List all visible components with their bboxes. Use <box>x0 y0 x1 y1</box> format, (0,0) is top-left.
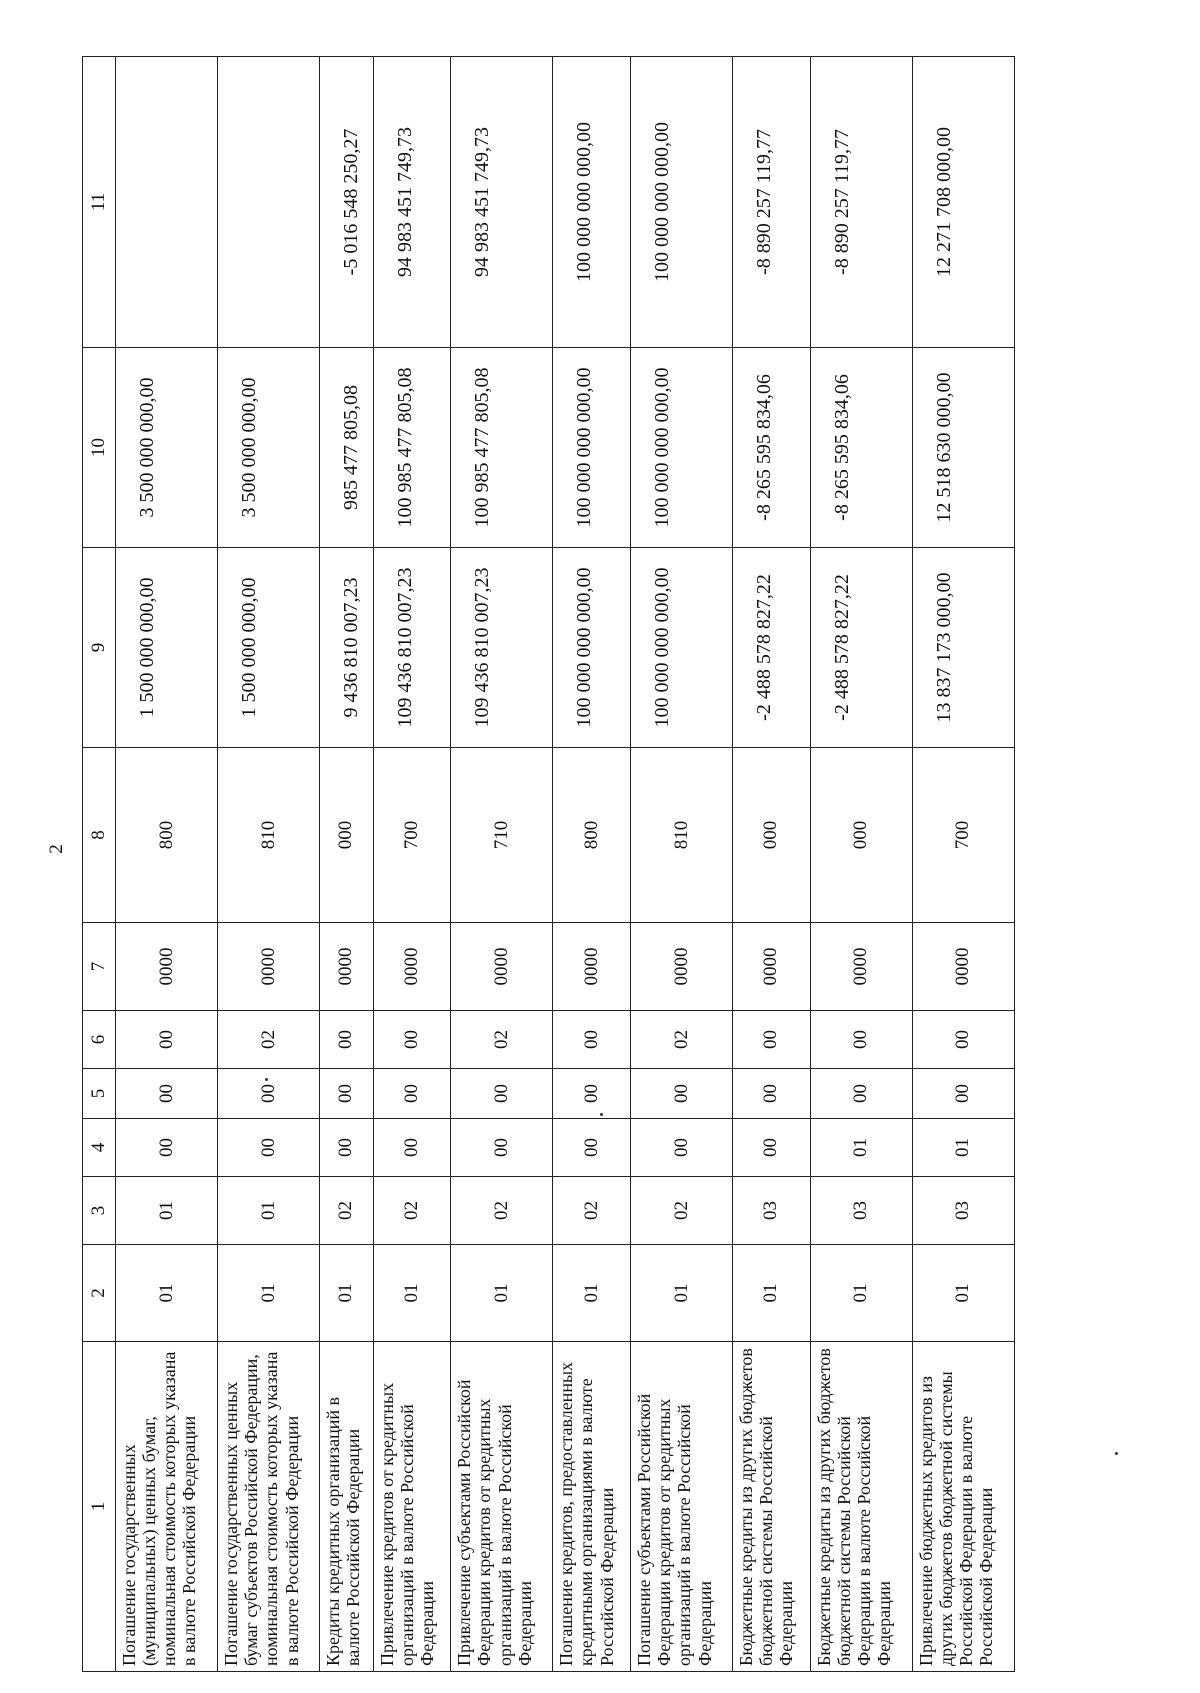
code-cell: 00 <box>320 1069 373 1119</box>
code-cell: 01 <box>912 1119 1014 1177</box>
column-header: 5 <box>83 1069 116 1119</box>
code-cell: 01 <box>912 1245 1014 1342</box>
amount-cell: 100 000 000 000,00 <box>631 548 733 748</box>
code-cell: 02 <box>631 1177 733 1245</box>
code-cell: 700 <box>373 748 451 923</box>
code-cell: 01 <box>218 1245 320 1342</box>
amount-cell: 109 436 810 007,23 <box>451 548 553 748</box>
header-row <box>83 57 116 1672</box>
code-cell: 0000 <box>553 923 631 1011</box>
amount-cell: -8 265 595 834,06 <box>733 348 811 548</box>
table-row <box>810 57 912 1672</box>
amount-cell: 100 000 000 000,00 <box>553 57 631 348</box>
code-cell: 00 <box>116 1011 218 1069</box>
code-cell: 01 <box>810 1245 912 1342</box>
code-cell: 01 <box>553 1245 631 1342</box>
table-row <box>116 57 218 1672</box>
row-name: Привлечение кредитов от кредитных организаций в валюте Российской Федерации <box>373 1342 451 1672</box>
code-cell: 01 <box>810 1119 912 1177</box>
table-row <box>631 57 733 1672</box>
column-header: 4 <box>83 1119 116 1177</box>
code-cell: 01 <box>733 1245 811 1342</box>
amount-cell: 109 436 810 007,23 <box>373 548 451 748</box>
table-row <box>553 57 631 1672</box>
code-cell: 01 <box>320 1245 373 1342</box>
code-cell: 0000 <box>733 923 811 1011</box>
column-header: 10 <box>83 348 116 548</box>
code-cell: 02 <box>451 1011 553 1069</box>
code-cell: 810 <box>631 748 733 923</box>
code-cell: 01 <box>218 1177 320 1245</box>
column-header: 11 <box>83 57 116 348</box>
code-cell: 00 <box>810 1069 912 1119</box>
code-cell: 00 <box>912 1069 1014 1119</box>
code-cell: 000 <box>733 748 811 923</box>
amount-cell: 94 983 451 749,73 <box>451 57 553 348</box>
code-cell: 00 <box>451 1069 553 1119</box>
code-cell: 0000 <box>631 923 733 1011</box>
code-cell: 00 <box>733 1011 811 1069</box>
code-cell: 0000 <box>116 923 218 1011</box>
row-name: Бюджетные кредиты из других бюджетов бюджетной системы Российской Федерации <box>733 1342 811 1672</box>
amount-cell: -5 016 548 250,27 <box>320 57 373 348</box>
code-cell: 02 <box>451 1177 553 1245</box>
amount-cell: 100 000 000 000,00 <box>631 348 733 548</box>
code-cell: 0000 <box>320 923 373 1011</box>
rotated-table-wrapper <box>82 57 1015 1672</box>
code-cell: 01 <box>116 1245 218 1342</box>
code-cell: 0000 <box>218 923 320 1011</box>
amount-cell: 12 271 708 000,00 <box>912 57 1014 348</box>
amount-cell: 12 518 630 000,00 <box>912 348 1014 548</box>
row-name: Погашение государственных (муниципальных) ценных бумаг, номинальная стоимость которых указана в валюте Российской Федерации <box>116 1342 218 1672</box>
code-cell: 000 <box>320 748 373 923</box>
row-name: Кредиты кредитных организаций в валюте Российской Федерации <box>320 1342 373 1672</box>
code-cell: 00 <box>912 1011 1014 1069</box>
code-cell: 01 <box>373 1245 451 1342</box>
amount-cell: -2 488 578 827,22 <box>733 548 811 748</box>
amount-cell: 100 985 477 805,08 <box>451 348 553 548</box>
code-cell: 00 <box>451 1119 553 1177</box>
scan-speck <box>1115 1452 1118 1455</box>
page-number: 2 <box>45 844 67 854</box>
code-cell: 02 <box>218 1011 320 1069</box>
column-header: 7 <box>83 923 116 1011</box>
amount-cell: 9 436 810 007,23 <box>320 548 373 748</box>
amount-cell: -8 265 595 834,06 <box>810 348 912 548</box>
code-cell: 000 <box>810 748 912 923</box>
code-cell: 02 <box>631 1011 733 1069</box>
column-header: 2 <box>83 1245 116 1342</box>
column-header: 6 <box>83 1011 116 1069</box>
code-cell: 00 <box>810 1011 912 1069</box>
code-cell: 710 <box>451 748 553 923</box>
row-name: Погашение кредитов, предоставленных кредитными организациями в валюте Российской Федерации <box>553 1342 631 1672</box>
code-cell: 02 <box>320 1177 373 1245</box>
code-cell: 0000 <box>912 923 1014 1011</box>
table-row <box>912 57 1014 1672</box>
table-row <box>218 57 320 1672</box>
code-cell: 00 <box>631 1069 733 1119</box>
amount-cell: 985 477 805,08 <box>320 348 373 548</box>
code-cell: 00 <box>373 1069 451 1119</box>
code-cell: 00 <box>116 1119 218 1177</box>
code-cell: 800 <box>553 748 631 923</box>
amount-cell: 94 983 451 749,73 <box>373 57 451 348</box>
code-cell: 0000 <box>451 923 553 1011</box>
code-cell: 03 <box>912 1177 1014 1245</box>
code-cell: 810 <box>218 748 320 923</box>
column-header: 3 <box>83 1177 116 1245</box>
column-header: 1 <box>83 1342 116 1672</box>
code-cell: 00 <box>320 1119 373 1177</box>
row-name: Бюджетные кредиты из других бюджетов бюджетной системы Российской Федерации в валюте Российской Федерации <box>810 1342 912 1672</box>
code-cell: 02 <box>373 1177 451 1245</box>
column-header: 9 <box>83 548 116 748</box>
code-cell: 800 <box>116 748 218 923</box>
code-cell: 02 <box>553 1177 631 1245</box>
amount-cell: -2 488 578 827,22 <box>810 548 912 748</box>
code-cell: 03 <box>810 1177 912 1245</box>
code-cell: 00 <box>218 1119 320 1177</box>
code-cell: 00 <box>733 1069 811 1119</box>
code-cell: 700 <box>912 748 1014 923</box>
amount-cell <box>116 57 218 348</box>
code-cell: 0000 <box>810 923 912 1011</box>
table-row <box>451 57 553 1672</box>
code-cell: 01 <box>631 1245 733 1342</box>
amount-cell: 100 000 000 000,00 <box>553 548 631 748</box>
sources-financing-table <box>82 56 1015 1672</box>
table-row <box>373 57 451 1672</box>
code-cell: 00 <box>553 1069 631 1119</box>
code-cell: 03 <box>733 1177 811 1245</box>
amount-cell: 13 837 173 000,00 <box>912 548 1014 748</box>
column-header: 8 <box>83 748 116 923</box>
row-name: Привлечение бюджетных кредитов из других бюджетов бюджетной системы Российской Федерации в валюте Российской Федерации <box>912 1342 1014 1672</box>
code-cell: 00 <box>631 1119 733 1177</box>
code-cell: 00 <box>218 1069 320 1119</box>
amount-cell: 1 500 000 000,00 <box>218 548 320 748</box>
code-cell: 00 <box>373 1119 451 1177</box>
amount-cell <box>218 57 320 348</box>
row-name: Погашение субъектами Российской Федерации кредитов от кредитных организаций в валюте Российской Федерации <box>631 1342 733 1672</box>
table-row <box>733 57 811 1672</box>
code-cell: 00 <box>553 1119 631 1177</box>
code-cell: 01 <box>451 1245 553 1342</box>
amount-cell: 100 000 000 000,00 <box>631 57 733 348</box>
table-row <box>320 57 373 1672</box>
code-cell: 0000 <box>373 923 451 1011</box>
code-cell: 00 <box>320 1011 373 1069</box>
amount-cell: -8 890 257 119,77 <box>810 57 912 348</box>
amount-cell: -8 890 257 119,77 <box>733 57 811 348</box>
amount-cell: 100 985 477 805,08 <box>373 348 451 548</box>
code-cell: 01 <box>116 1177 218 1245</box>
amount-cell: 3 500 000 000,00 <box>218 348 320 548</box>
code-cell: 00 <box>116 1069 218 1119</box>
row-name: Погашение государственных ценных бумаг субъектов Российской Федерации, номинальная стоимость которых указана в валюте Российской Федерации <box>218 1342 320 1672</box>
amount-cell: 1 500 000 000,00 <box>116 548 218 748</box>
code-cell: 00 <box>373 1011 451 1069</box>
code-cell: 00 <box>733 1119 811 1177</box>
amount-cell: 3 500 000 000,00 <box>116 348 218 548</box>
amount-cell: 100 000 000 000,00 <box>553 348 631 548</box>
code-cell: 00 <box>553 1011 631 1069</box>
row-name: Привлечение субъектами Российской Федерации кредитов от кредитных организаций в валюте Российской Федерации <box>451 1342 553 1672</box>
